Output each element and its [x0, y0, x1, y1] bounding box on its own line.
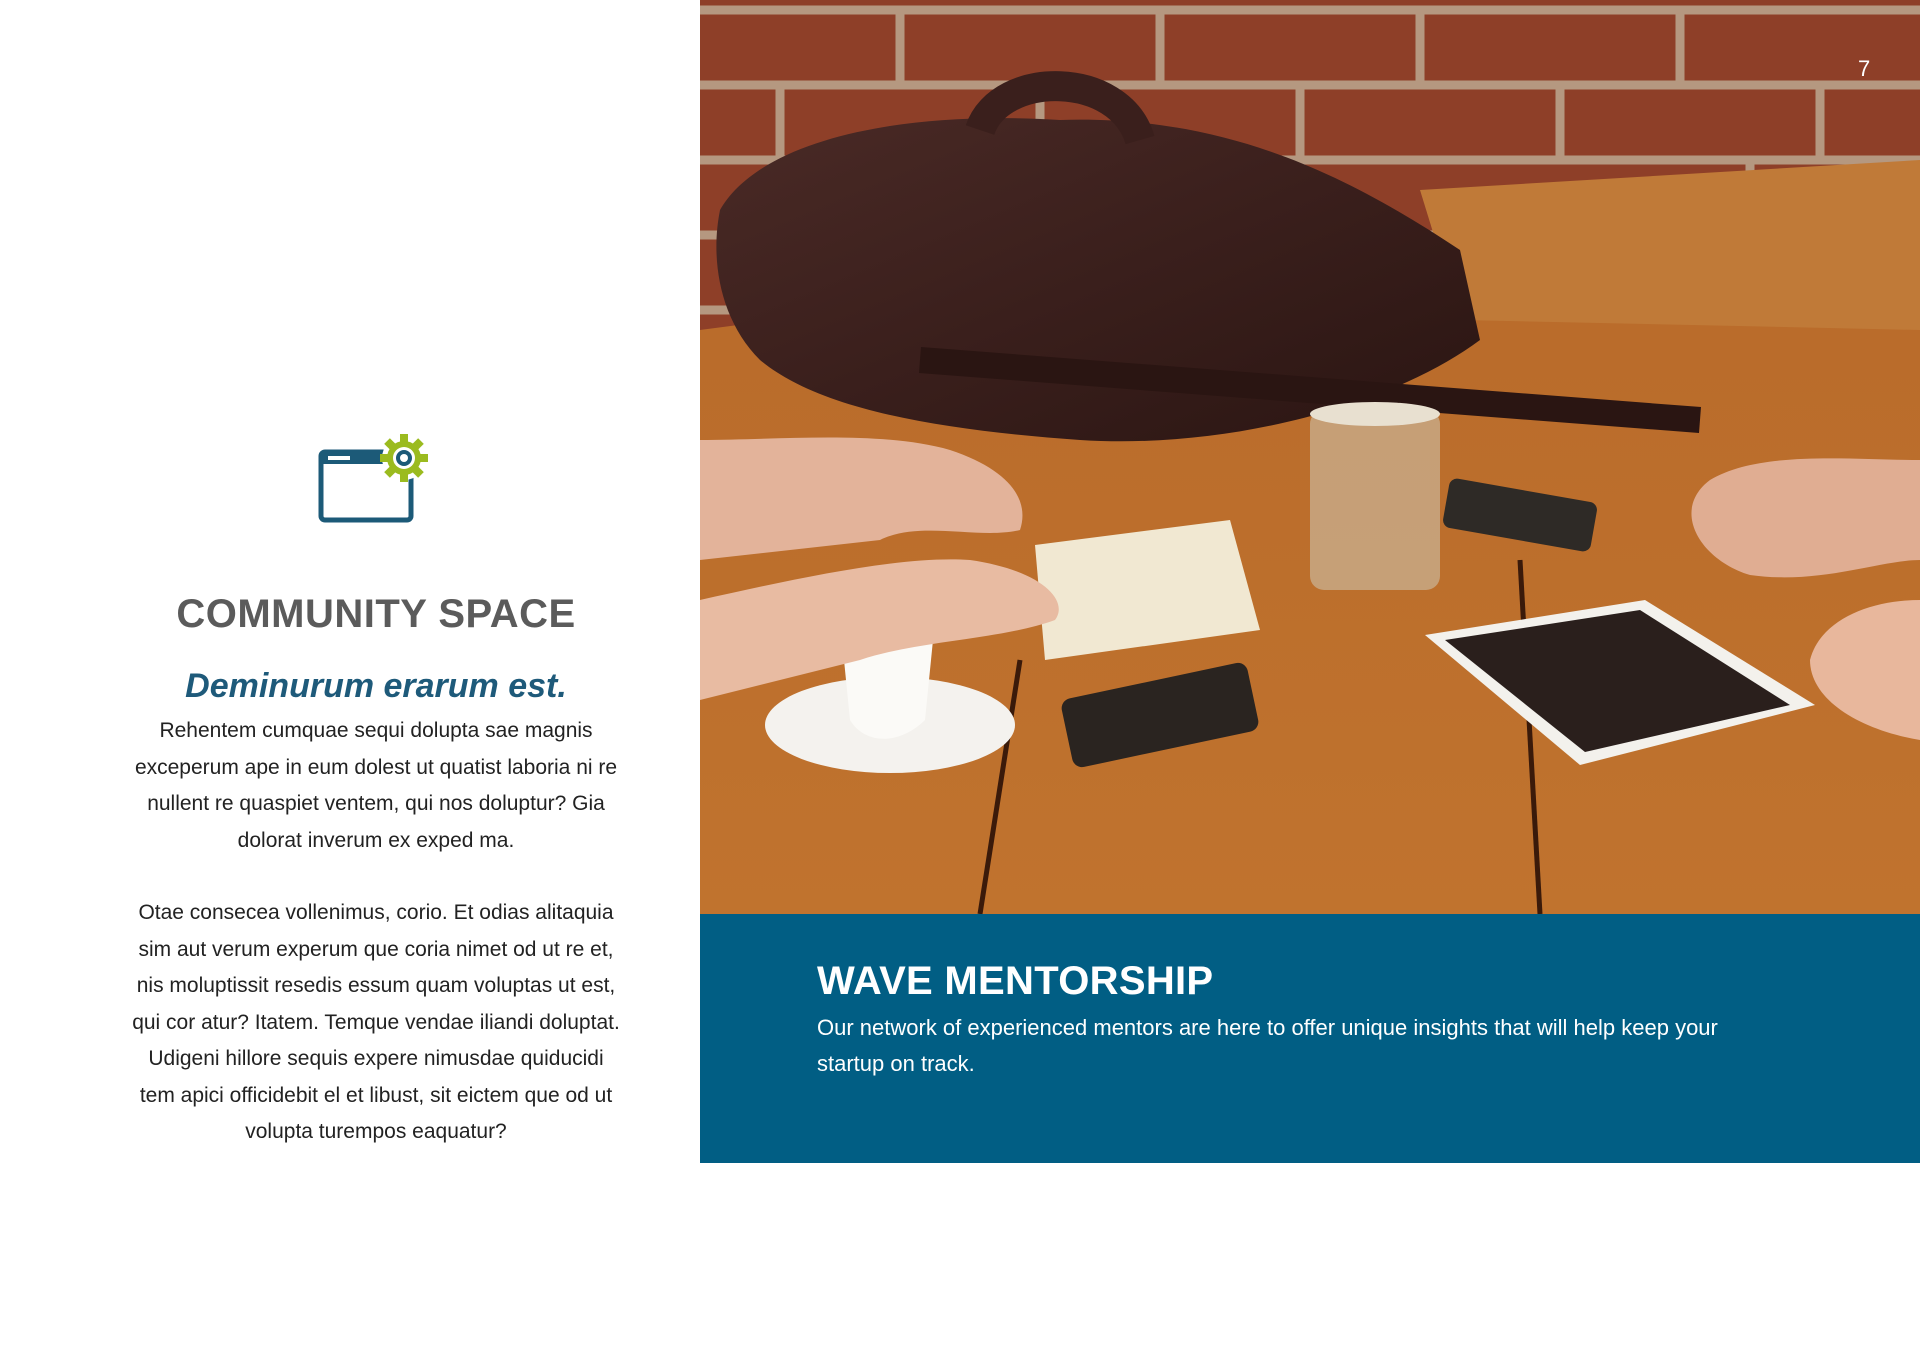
browser-window-gear-icon — [316, 430, 436, 530]
community-space-section — [100, 430, 652, 1151]
photo-illustration — [700, 0, 1920, 914]
page-number: 7 — [1858, 56, 1871, 81]
mentorship-banner — [700, 914, 1920, 1163]
community-paragraph-1: Rehentem cumquae sequi dolupta sae magnis exceperum ape in eum dolest ut quatist laboria ni re nullent re quaspiet ventem, qui nos doluptur? Gia dolorat inverum ex exped ma. — [134, 719, 618, 852]
meeting-table-photo — [700, 0, 1920, 914]
community-space-subtitle: Deminurum erarum est. — [185, 667, 567, 705]
mentorship-title: WAVE MENTORSHIP — [817, 959, 1214, 1003]
community-space-title: COMMUNITY SPACE — [176, 592, 576, 636]
mentorship-text: Our network of experienced mentors are here to offer unique insights that will help keep your startup on track. — [817, 1015, 1718, 1076]
community-paragraph-2: Otae consecea vollenimus, corio. Et odias alitaquia sim aut verum experum que coria nimet od ut re et, nis moluptissit resedis essum quam voluptas ut est, qui cor atur? Itatem. Temque vendae iliandi doluptat. Udigeni hillore sequis expere nimusdae quiducidi tem apici officidebit el et libust, sit eictem que od ut volupta turempos eaquatur? — [132, 901, 620, 1144]
